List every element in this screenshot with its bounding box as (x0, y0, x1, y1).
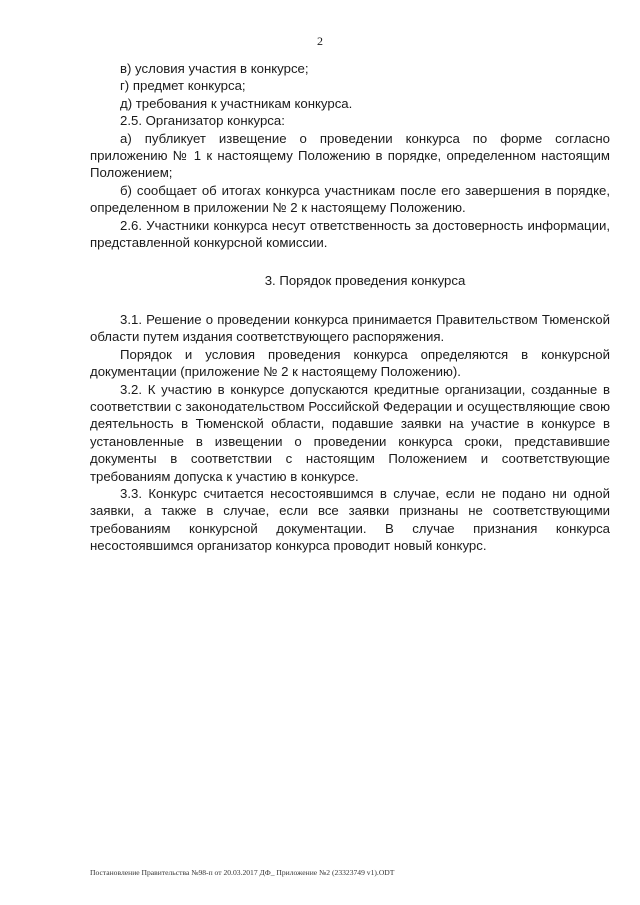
page-number: 2 (317, 34, 323, 48)
paragraph-3-1: 3.1. Решение о проведении конкурса принимается Правительством Тюменской области путем издания соответствующего распоряжения. (90, 311, 610, 345)
document-body (90, 60, 610, 555)
paragraph-3-2: 3.2. К участию в конкурсе допускаются кредитные организации, созданные в соответствии с законодательством Российской Федерации и осуществляющие свою деятельность в Тюменской области, подавшие заявки на участие в конкурсе в установленные в извещении о проведении конкурса сроки, представившие документы в соответствии с настоящим Положением и соответствующие требованиям допуска к участию в конкурсе. (90, 381, 610, 484)
paragraph-2-5-a: а) публикует извещение о проведении конкурса по форме согласно приложению № 1 к настоящему Положению в порядке, определенном настоящим Положением; (90, 130, 610, 181)
paragraph-item-d: д) требования к участникам конкурса. (120, 95, 353, 111)
paragraph-2-5: 2.5. Организатор конкурса: (120, 113, 285, 129)
paragraph-item-v: в) условия участия в конкурсе; (120, 61, 309, 76)
paragraph-3-3: 3.3. Конкурс считается несостоявшимся в случае, если не подано ни одной заявки, а также в случае, если все заявки признаны не соответствующими требованиям конкурсной документации. В случае признания конкурса несостоявшимся организатор конкурса проводит новый конкурс. (90, 485, 610, 554)
paragraph-item-g: г) предмет конкурса; (120, 78, 246, 94)
paragraph-2-6: 2.6. Участники конкурса несут ответственность за достоверность информации, представленной конкурсной комиссии. (90, 217, 610, 251)
paragraph-2-5-b: б) сообщает об итогах конкурса участникам после его завершения в порядке, определенном в приложении № 2 к настоящему Положению. (90, 182, 610, 216)
paragraph-procedure: Порядок и условия проведения конкурса определяются в конкурсной документации (приложение № 2 к настоящему Положению). (90, 346, 610, 380)
section-heading: 3. Порядок проведения конкурса (264, 273, 466, 289)
document-footer: Постановление Правительства №98-п от 20.03.2017 ДФ_ Приложение №2 (23323749 v1).ODT (90, 868, 395, 877)
